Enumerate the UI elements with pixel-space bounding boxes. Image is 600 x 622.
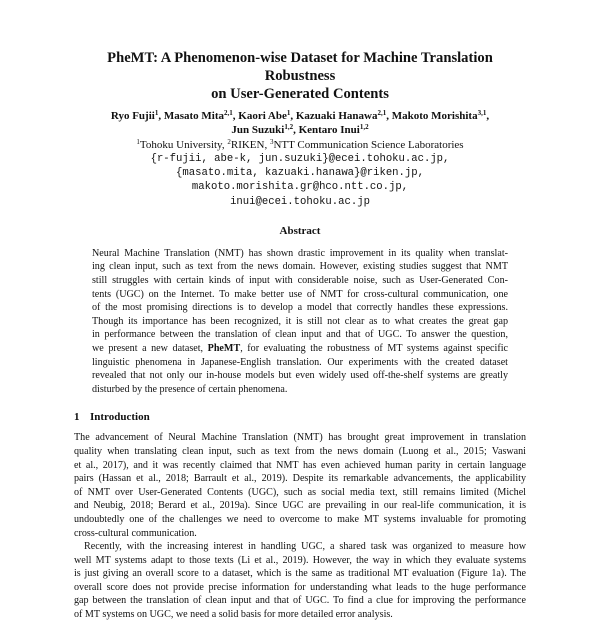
abstract-line: tents (UGC) on the Internet. To make better use of NMT for cross-cultural communication, one	[92, 288, 508, 300]
author-name: Masato Mita	[163, 110, 225, 122]
paragraph-line: quality when translating clean input, such as text from the news domain (Luong et al., 2015; Vaswani	[74, 445, 526, 457]
paragraph-line: well MT systems adapt to those texts (Li et al., 2019). However, the way in which they evaluate systems	[74, 554, 526, 566]
introduction-body	[74, 431, 526, 621]
section-title: Introduction	[90, 411, 150, 424]
affiliation-name: RIKEN,	[230, 139, 270, 151]
paragraph-line: et al., 2017), and it was recently claimed that NMT has even achieved human parity in certain language	[74, 459, 526, 471]
author-affiliation-mark: 1,2	[284, 123, 294, 131]
abstract-line: in performance between the translation of clean input and that of UGC. To answer the question,	[92, 329, 508, 341]
author-name: Kazuaki Hanawa	[295, 110, 378, 122]
affiliation-mark: 3	[269, 138, 274, 146]
abstract-line: linguistic phenomena in Japanese-English translation. Our experiments with the created dataset	[92, 356, 508, 368]
abstract-line: disturbed by the presence of certain phenomena.	[92, 383, 288, 395]
abstract-line: Neural Machine Translation (NMT) has shown drastic improvement in its quality when translat-	[92, 247, 508, 259]
affiliations	[74, 138, 526, 152]
paragraph-line: Recently, with the increasing interest in handling UGC, a shared task was organized to measure how	[84, 541, 526, 553]
author-name: Jun Suzuki	[231, 124, 285, 136]
author-name: Kaori Abe	[238, 110, 287, 122]
author-line-2: Jun Suzuki$^{1,2}$, Kentaro Inui$^{1,2}$	[231, 123, 369, 136]
paragraph-line: undoubtedly one of the challenges we need to overcome to make MT systems invaluable for promoting	[74, 513, 526, 525]
abstract-line: revealed that not only our in-house models but even widely used off-the-shelf systems are greatly	[92, 370, 508, 382]
author-name: Kentaro Inui	[298, 124, 360, 136]
author-affiliation-mark: 2,1	[224, 109, 233, 117]
paragraph-line: overall score does not provide precise information for understanding what leads to the huge performance	[74, 581, 526, 593]
abstract-line	[92, 342, 508, 356]
paragraph-line: pairs (Hassan et al., 2018; Barrault et al., 2019). Despite its remarkable advancements, the applicability	[74, 473, 526, 485]
email-line: {r-fujii, abe-k, jun.suzuki}@ecei.tohoku.ac.jp,	[150, 153, 450, 165]
paragraph-line: of NMT over User-Generated Contents (UGC), such as social media text, still remains limited (Michel	[74, 486, 526, 498]
abstract-line: still struggles with certain kinds of input with considerable noise, such as User-Generated Con-	[92, 275, 508, 286]
author-affiliation-mark: 1	[286, 109, 291, 117]
affiliation-name: Tohoku University,	[139, 139, 228, 151]
author-affiliation-mark: 3,1	[477, 109, 487, 117]
abstract-line: ing clean input, such as text from the news domain. However, existing studies suggest that NMT	[92, 261, 508, 273]
affiliation-mark: 1	[136, 138, 140, 146]
author-affiliation-mark: 2,1	[377, 109, 387, 117]
abstract-line-start: we present a new dataset,	[92, 342, 208, 354]
author-affiliation-mark: 1	[154, 109, 159, 117]
paragraph-line: of MT systems on UGC, we need a solid basis for more detailed error analysis.	[74, 609, 393, 621]
email-line: inui@ecei.tohoku.ac.jp	[230, 195, 370, 208]
author-affiliation-mark: 1,2	[359, 123, 369, 131]
title-line-2: on User-Generated Contents	[211, 86, 389, 102]
paragraph-line: cross-cultural communication.	[74, 527, 197, 539]
author-name: Makoto Morishita	[391, 110, 478, 122]
affiliation-mark: 2	[227, 138, 231, 146]
affiliation-name: NTT Communication Science Laboratories	[273, 139, 464, 151]
dataset-name: PheMT	[207, 342, 241, 354]
abstract-line: of the most promising directions is to develop a model that correctly handles these expressions.	[92, 302, 508, 314]
author-list	[74, 109, 526, 137]
abstract-line-end: , for evaluating the robustness of MT systems against specific	[240, 342, 508, 354]
section-number: 1	[74, 411, 80, 424]
paragraph-line: and Neubig, 2018; Berard et al., 2019a). Since UGC are prevailing in our real-life communication, it is	[74, 500, 526, 512]
author-name: Ryo Fujii	[110, 110, 155, 122]
paragraph-line: gap between the translation of clean input and that of UGC. To find a clue for improving the performance	[74, 595, 526, 607]
email-line: makoto.morishita.gr@hco.ntt.co.jp,	[191, 181, 409, 194]
paper-title	[74, 0, 526, 103]
author-line-1: Ryo Fujii$^1$, Masato Mita$^{2,1}$, Kaori Abe$^1$, Kazuaki Hanawa$^{2,1}$, Makoto Morishita$^{3,1}$,	[110, 109, 490, 122]
title-line-1: PheMT: A Phenomenon-wise Dataset for Machine Translation Robustness	[107, 50, 493, 84]
abstract-line: Though its importance has been recognized, it is still not clear as to what creates the great gap	[92, 315, 508, 327]
paragraph-line: is just giving an overall score to a dataset, which is the same as traditional MT evaluation (Figure 1a). The	[74, 568, 526, 580]
author-emails	[74, 152, 526, 209]
abstract-heading: Abstract	[279, 224, 321, 237]
paragraph-line: The advancement of Neural Machine Translation (NMT) has brought great improvement in translation	[74, 432, 526, 444]
section-heading-introduction	[74, 410, 526, 424]
abstract-body	[92, 247, 508, 397]
email-line: {masato.mita, kazuaki.hanawa}@riken.jp,	[176, 167, 424, 180]
